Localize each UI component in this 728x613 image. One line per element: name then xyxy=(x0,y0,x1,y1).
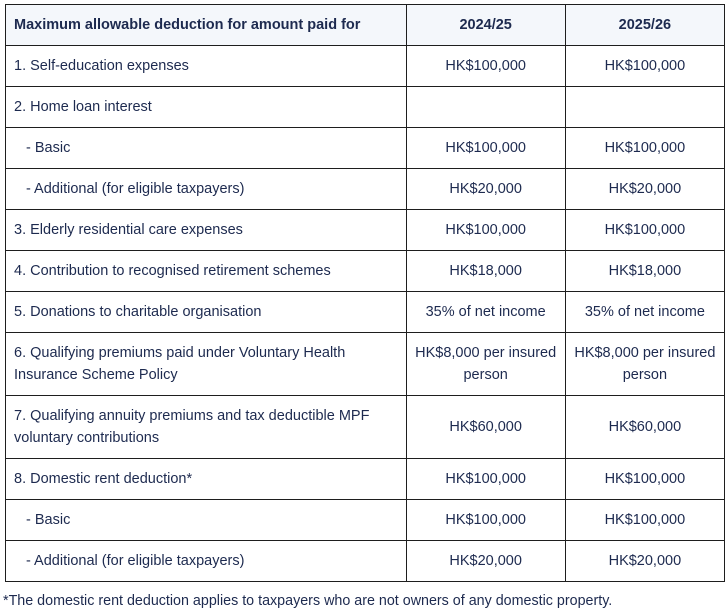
row-value-2025-26: HK$100,000 xyxy=(565,128,724,169)
table-header-row xyxy=(6,5,725,46)
row-value-2024-25: HK$18,000 xyxy=(406,251,565,292)
row-value-2024-25: HK$100,000 xyxy=(406,128,565,169)
row-value-2025-26: HK$100,000 xyxy=(565,46,724,87)
table-row xyxy=(6,128,725,169)
row-label: 8. Domestic rent deduction* xyxy=(6,459,407,500)
footnote: *The domestic rent deduction applies to taxpayers who are not owners of any domestic property. xyxy=(3,593,613,609)
table-row xyxy=(6,46,725,87)
table-row xyxy=(6,251,725,292)
row-label: 4. Contribution to recognised retirement schemes xyxy=(6,251,407,292)
row-label: - Basic xyxy=(6,128,407,169)
header-year-2024-25: 2024/25 xyxy=(406,5,565,46)
row-value-2024-25: HK$20,000 xyxy=(406,169,565,210)
row-value-2025-26: HK$20,000 xyxy=(565,541,724,582)
row-label: 6. Qualifying premiums paid under Voluntary Health Insurance Scheme Policy xyxy=(6,333,407,396)
header-label: Maximum allowable deduction for amount paid for xyxy=(6,5,407,46)
row-value-2024-25: HK$60,000 xyxy=(406,396,565,459)
row-value-2024-25: HK$100,000 xyxy=(406,46,565,87)
header-year-2025-26: 2025/26 xyxy=(565,5,724,46)
row-label: 7. Qualifying annuity premiums and tax deductible MPF voluntary contributions xyxy=(6,396,407,459)
row-value-2024-25: HK$8,000 per insured person xyxy=(406,333,565,396)
deduction-table xyxy=(5,4,725,582)
row-label: - Additional (for eligible taxpayers) xyxy=(6,541,407,582)
table-row xyxy=(6,459,725,500)
row-label: 3. Elderly residential care expenses xyxy=(6,210,407,251)
row-value-2024-25: HK$20,000 xyxy=(406,541,565,582)
row-value-2025-26: 35% of net income xyxy=(565,292,724,333)
row-label: 5. Donations to charitable organisation xyxy=(6,292,407,333)
row-label: - Basic xyxy=(6,500,407,541)
table-row xyxy=(6,292,725,333)
row-value-2025-26: HK$100,000 xyxy=(565,500,724,541)
row-value-2025-26: HK$60,000 xyxy=(565,396,724,459)
row-value-2024-25: HK$100,000 xyxy=(406,459,565,500)
table-row xyxy=(6,169,725,210)
row-value-2025-26: HK$20,000 xyxy=(565,169,724,210)
row-value-2024-25: HK$100,000 xyxy=(406,210,565,251)
row-value-2025-26 xyxy=(565,87,724,128)
table-row xyxy=(6,541,725,582)
row-label: 2. Home loan interest xyxy=(6,87,407,128)
row-label: - Additional (for eligible taxpayers) xyxy=(6,169,407,210)
table-row xyxy=(6,333,725,396)
row-value-2024-25 xyxy=(406,87,565,128)
row-value-2025-26: HK$18,000 xyxy=(565,251,724,292)
table-row xyxy=(6,500,725,541)
row-value-2024-25: 35% of net income xyxy=(406,292,565,333)
table-row xyxy=(6,210,725,251)
row-value-2025-26: HK$100,000 xyxy=(565,210,724,251)
row-value-2024-25: HK$100,000 xyxy=(406,500,565,541)
row-label: 1. Self-education expenses xyxy=(6,46,407,87)
row-value-2025-26: HK$8,000 per insured person xyxy=(565,333,724,396)
table-row xyxy=(6,87,725,128)
table-row xyxy=(6,396,725,459)
row-value-2025-26: HK$100,000 xyxy=(565,459,724,500)
